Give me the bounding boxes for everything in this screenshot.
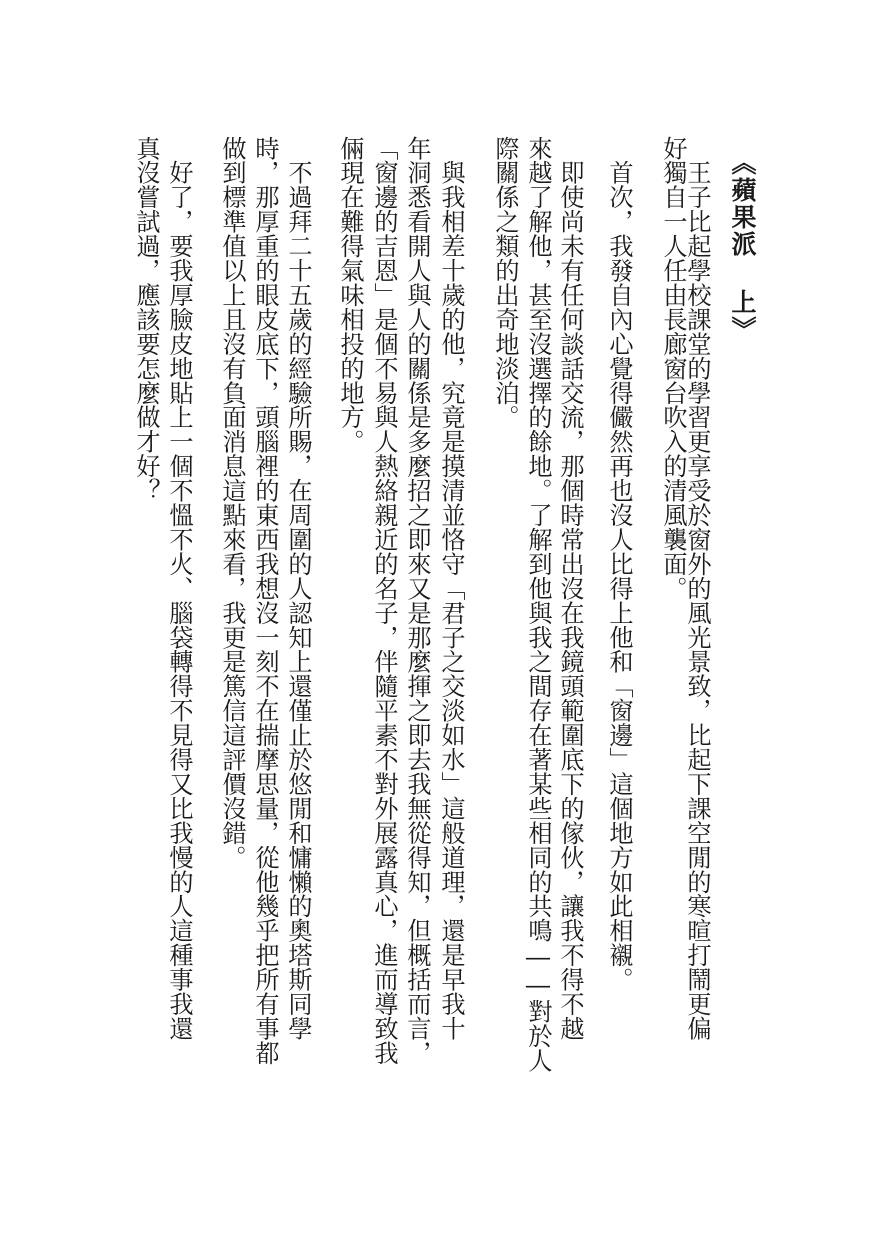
text-line: 首次，我發自內心覺得儼然再也沒人比得上他和「窗邊」這個地方如此相襯。	[605, 136, 633, 992]
text-line: 倆現在難得氣味相投的地方。	[336, 136, 364, 454]
text-line: 年洞悉看開人與人的關係是多麼招之即來又是那麼揮之即去我無從得知，但概括而言，	[403, 136, 431, 1066]
text-line: 真沒嘗試過，應該要怎麼做才好？	[132, 136, 160, 503]
text-line: 不過拜二十五歲的經驗所賜，在周圍的人認知上還僅止於悠閒和慵懶的奧塔斯同學	[284, 136, 312, 1041]
text-line: 好了，要我厚臉皮地貼上一個不慍不火、腦袋轉得不見得又比我慢的人這種事我還	[165, 136, 193, 1041]
text-line: 做到標準值以上且沒有負面消息這點來看，我更是篤信這評價沒錯。	[218, 136, 246, 870]
text-line: 好獨自一人任由長廊窗台吹入的清風襲面。	[659, 136, 687, 601]
document-title: 《蘋果派 上》	[728, 150, 757, 343]
text-line: 「窗邊的吉恩」是個不易與人熱絡親近的名子，伴隨平素不對外展露真心，進而導致我	[370, 136, 398, 1066]
text-line: 即使尚未有任何談話交流，那個時常出沒在我鏡頭範圍底下的傢伙，讓我不得不越	[556, 136, 584, 1041]
text-line: 來越了解他，甚至沒選擇的餘地。了解到他與我之間存在著某些相同的共鳴――對於人	[524, 136, 552, 1073]
text-line: 時，那厚重的眼皮底下，頭腦裡的東西我想沒一刻不在揣摩思量，從他幾乎把所有事都	[251, 136, 279, 1066]
text-line: 王子比起學校課堂的學習更享受於窗外的風光景致，比起下課空閒的寒暄打鬧更偏	[683, 136, 711, 1041]
text-line: 際關係之類的出奇地淡泊。	[491, 136, 519, 430]
text-line: 與我相差十歲的他，究竟是摸清並恪守「君子之交淡如水」這般道理，還是早我十	[437, 136, 465, 1041]
